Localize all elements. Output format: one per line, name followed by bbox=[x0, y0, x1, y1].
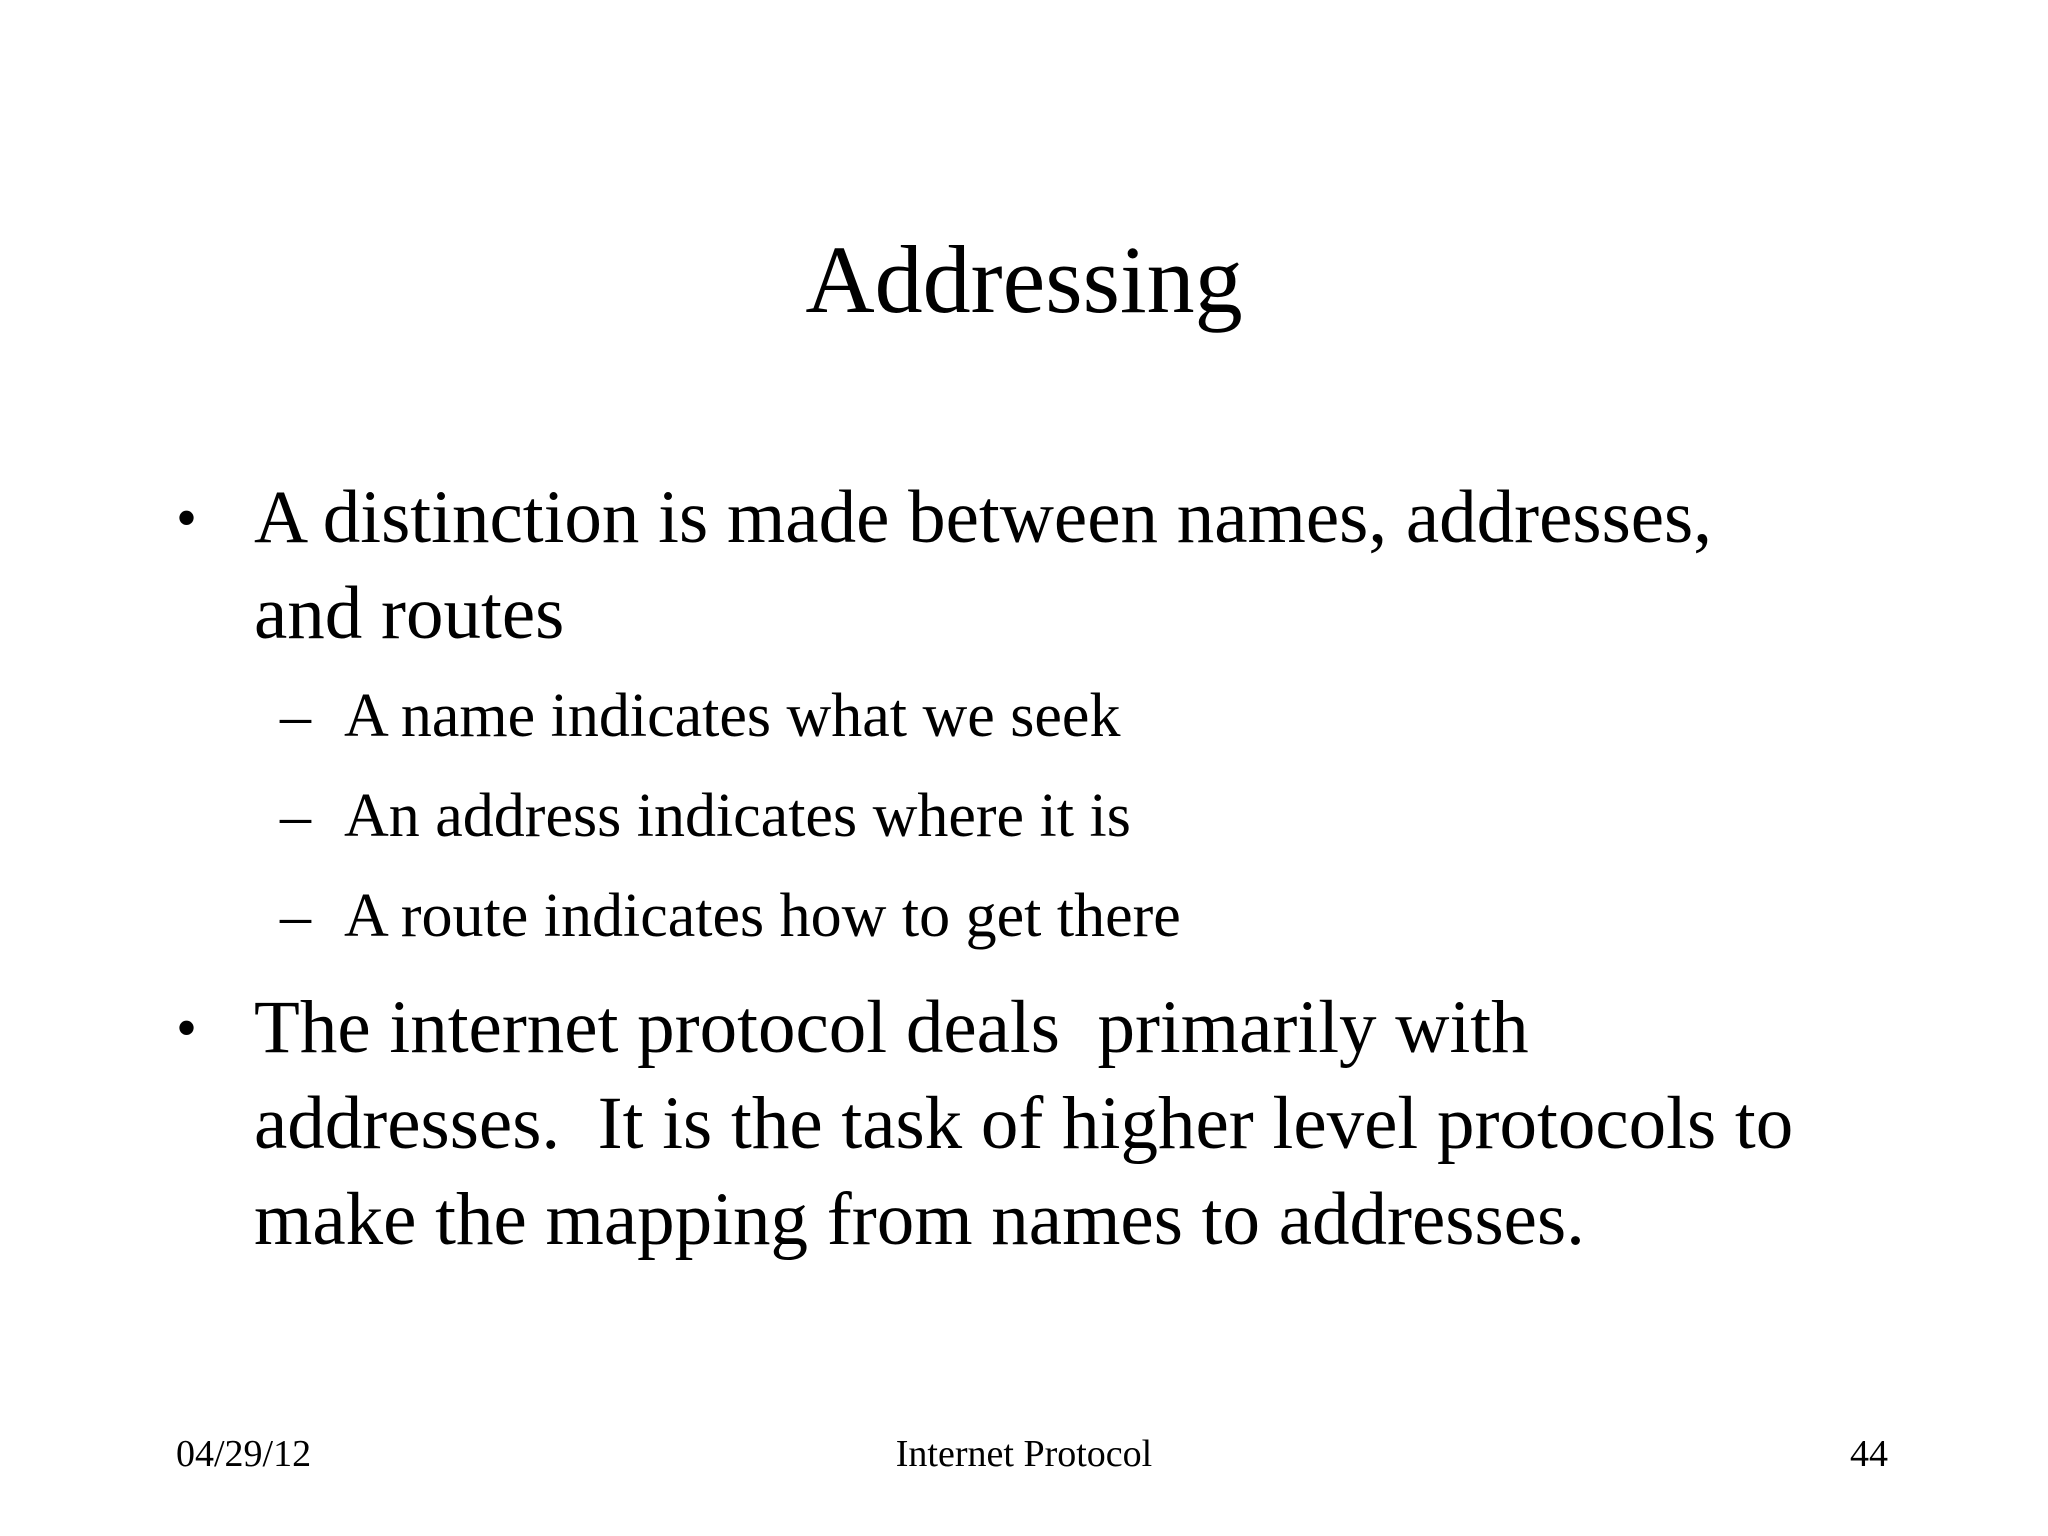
footer-date: 04/29/12 bbox=[176, 1433, 312, 1475]
footer-title: Internet Protocol bbox=[895, 1433, 1153, 1475]
footer-page-number: 44 bbox=[1850, 1433, 1888, 1475]
subitem-text: A name indicates what we seek bbox=[344, 682, 1121, 750]
subitem-route bbox=[280, 868, 1780, 964]
bullet-marker: • bbox=[176, 485, 198, 551]
bullet-text: The internet protocol deals primarily with addresses. It is the task of higher level protocols to make the mapping from names to addresses. bbox=[254, 986, 1812, 1261]
bullet-text: A distinction is made between names, addresses, and routes bbox=[254, 476, 1712, 655]
bullet-marker: • bbox=[176, 995, 198, 1061]
subitem-text: A route indicates how to get there bbox=[344, 882, 1181, 950]
dash-marker: – bbox=[280, 682, 311, 750]
slide-title: Addressing bbox=[805, 226, 1243, 333]
subitem-name bbox=[280, 668, 1780, 764]
subitem-address bbox=[280, 768, 1780, 864]
dash-marker: – bbox=[280, 782, 311, 850]
subitem-text: An address indicates where it is bbox=[344, 782, 1131, 850]
dash-marker: – bbox=[280, 882, 311, 950]
